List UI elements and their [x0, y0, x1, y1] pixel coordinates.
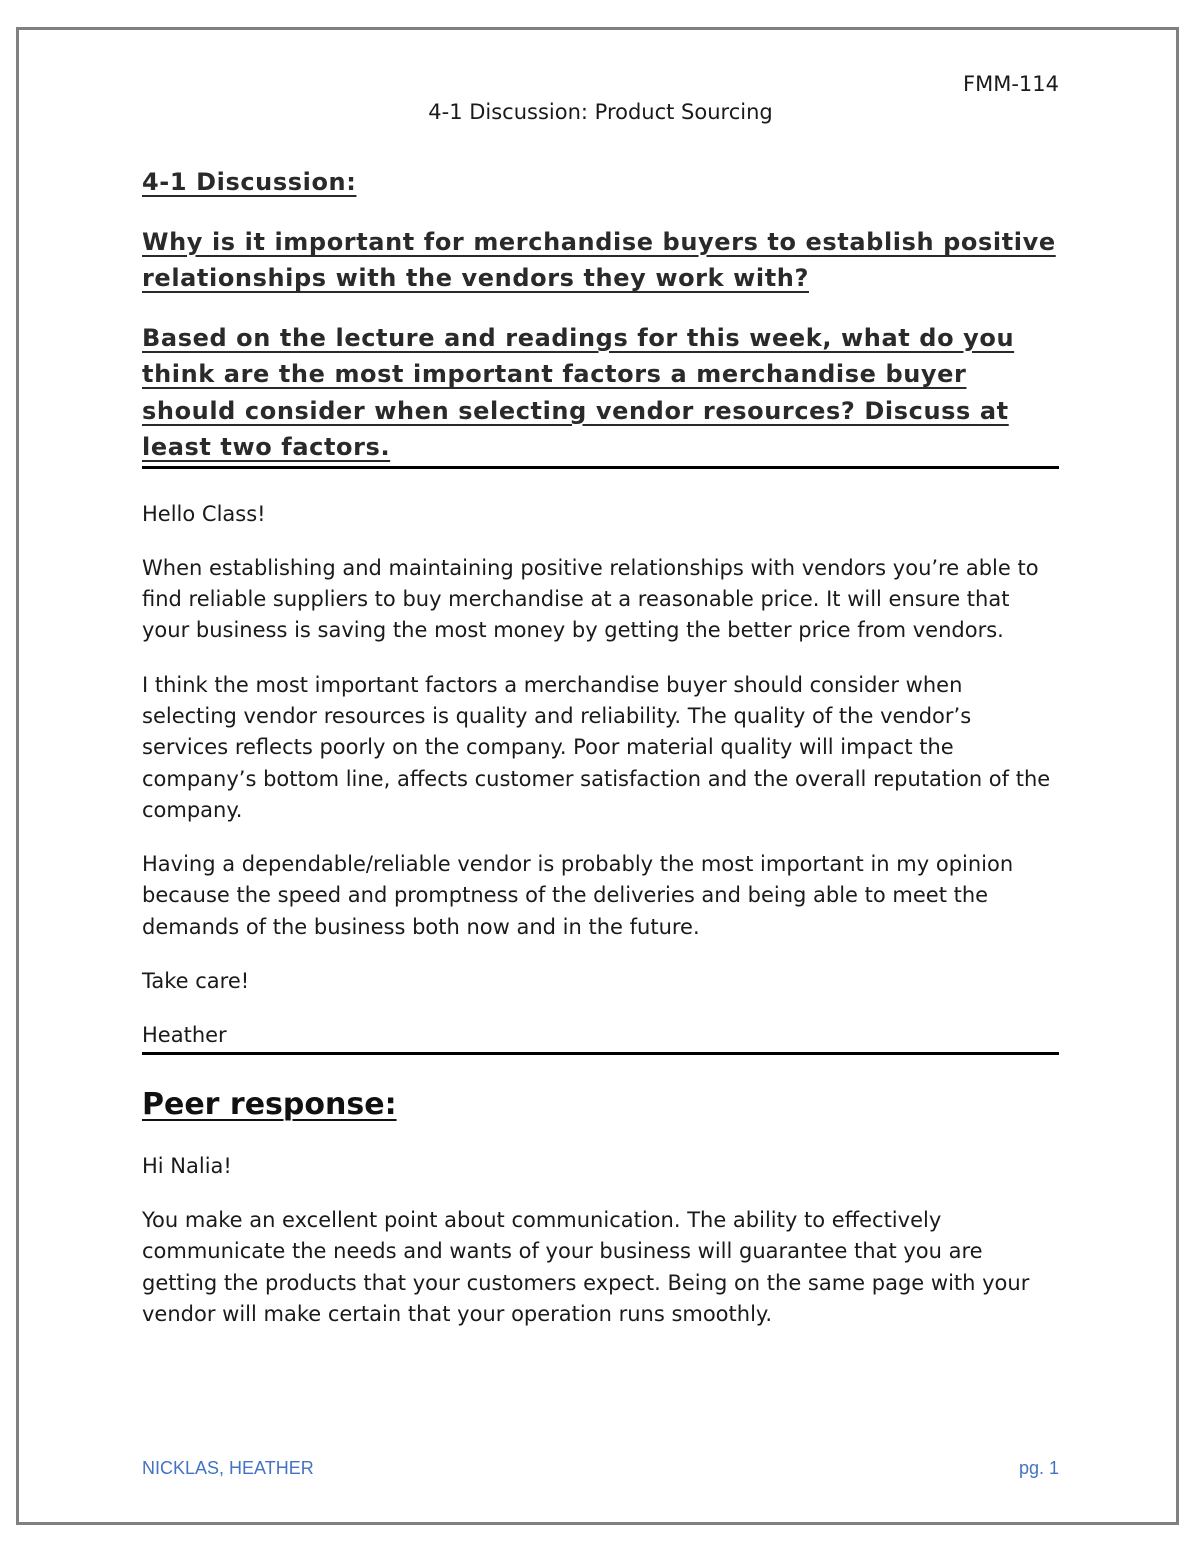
- document-body: [142, 70, 1059, 1353]
- footer-author: NICKLAS, HEATHER: [142, 1458, 314, 1478]
- peer-greeting: Hi Nalia!: [142, 1153, 232, 1178]
- prompt-heading: 4-1 Discussion:: [142, 168, 357, 196]
- prompt-question-2: Based on the lecture and readings for this week, what do you think are the most important factors a merchandise buyer should consider when selecting vendor resources? Discuss at least two factors.: [142, 323, 1015, 461]
- footer-page-number: pg. 1: [1018, 1458, 1059, 1478]
- course-code: FMM-114: [963, 72, 1059, 96]
- discussion-prompt: [142, 164, 1059, 469]
- post-greeting: Hello Class!: [142, 501, 266, 526]
- post-closing: Take care!: [142, 969, 250, 994]
- peer-response-heading: Peer response:: [142, 1086, 397, 1122]
- post-paragraph: I think the most important factors a merchandise buyer should consider when selecting vendor resources is quality and reliability. The quality of the vendor’s services reflects poorly on the company. Poor material quality will impact the company’s bottom line, affects customer satisfaction and the overall reputation of the company.: [142, 672, 1051, 822]
- prompt-question-1: Why is it important for merchandise buyers to establish positive relationships with the vendors they work with?: [142, 227, 1056, 292]
- post-signature: Heather: [142, 1023, 227, 1048]
- post-paragraph: When establishing and maintaining positive relationships with vendors you’re able to find reliable suppliers to buy merchandise at a reasonable price. It will ensure that your business is saving the most money by getting the better price from vendors.: [142, 555, 1039, 643]
- initial-post: [142, 469, 1059, 1055]
- post-paragraph: Having a dependable/reliable vendor is probably the most important in my opinion because the speed and promptness of the deliveries and being able to meet the demands of the business both now and in the future.: [142, 852, 1014, 939]
- document-header-title: 4-1 Discussion: Product Sourcing: [428, 100, 773, 124]
- peer-paragraph: You make an excellent point about communication. The ability to effectively communicate the needs and wants of your business will guarantee that you are getting the products that your customers expect. Being on the same page with your vendor will make certain that your operation runs smoothly.: [142, 1207, 1030, 1326]
- peer-response: [142, 1085, 1059, 1330]
